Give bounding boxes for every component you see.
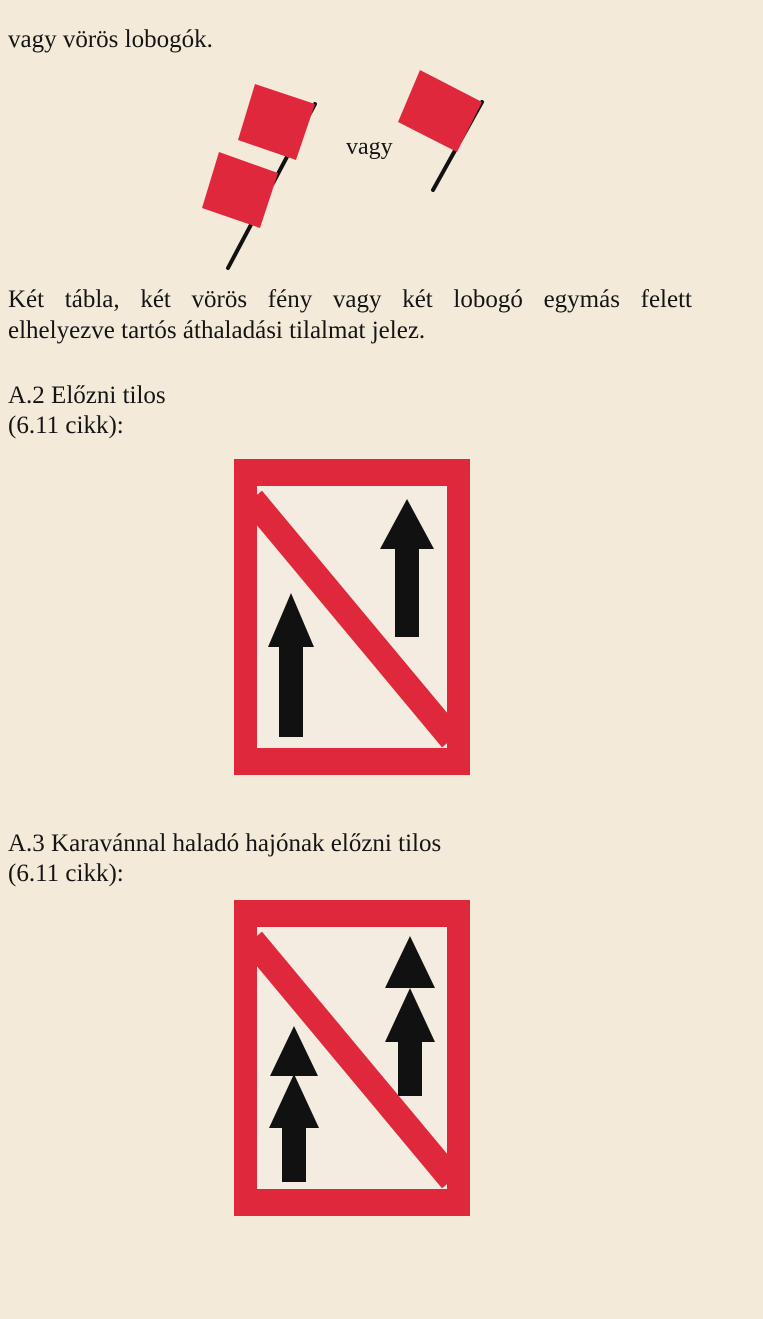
- flag-illustration: [190, 60, 510, 280]
- section-a2-heading: A.2 Előzni tilos: [8, 382, 166, 409]
- paragraph-line-2: elhelyezve tartós áthaladási tilalmat jelez.: [8, 317, 426, 344]
- section-a3-reference: (6.11 cikk):: [8, 860, 124, 887]
- paragraph-line-1: Két tábla, két vörös fény vagy két lobogó egymás felett: [8, 286, 692, 313]
- rule-paragraph: [8, 284, 692, 346]
- double-flag-icon: [202, 84, 315, 268]
- single-flag-icon: [398, 70, 482, 190]
- section-a3-heading: A.3 Karavánnal haladó hajónak előzni tilos: [8, 830, 442, 857]
- no-overtaking-sign: [234, 459, 470, 775]
- or-label: vagy: [346, 134, 393, 160]
- section-a2-reference: (6.11 cikk):: [8, 412, 124, 439]
- no-overtaking-convoy-sign: [234, 900, 470, 1216]
- continuation-line: vagy vörös lobogók.: [8, 26, 213, 53]
